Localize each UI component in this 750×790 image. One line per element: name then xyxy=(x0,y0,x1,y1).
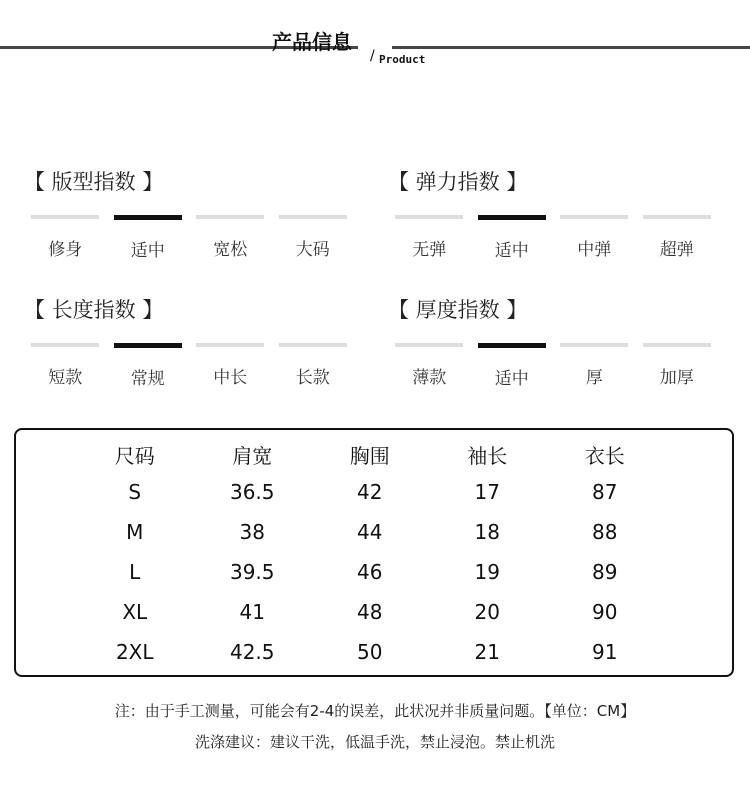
table-row xyxy=(16,560,664,584)
table-cell: 21 xyxy=(474,640,500,664)
indicator-bar xyxy=(31,215,99,219)
indicator-bar xyxy=(560,215,628,219)
table-row xyxy=(16,600,664,624)
index-group xyxy=(24,167,354,261)
table-cell: 48 xyxy=(357,600,383,624)
table-cell: XL xyxy=(122,600,148,624)
selected-indicator-bar xyxy=(478,215,546,220)
index-scale xyxy=(388,343,718,389)
table-cell: 46 xyxy=(357,560,383,584)
table-cell: L xyxy=(129,560,141,584)
index-group xyxy=(388,295,718,389)
index-option-label: 中长 xyxy=(213,368,248,388)
index-scale xyxy=(388,215,718,261)
index-option-label: 加厚 xyxy=(659,368,694,388)
index-title: 【 弹力指数 】 xyxy=(388,170,528,194)
size-table xyxy=(14,428,734,677)
index-option-label: 超弹 xyxy=(659,240,694,260)
indicator-bar xyxy=(196,343,264,347)
table-cell: 41 xyxy=(239,600,265,624)
table-cell: S xyxy=(128,480,142,504)
indicator-bar xyxy=(395,343,463,347)
title-slash: / xyxy=(370,48,375,64)
index-option xyxy=(107,343,190,389)
index-scale xyxy=(24,215,354,261)
index-option-label: 厚 xyxy=(585,368,603,388)
table-header-cell: 袖长 xyxy=(467,444,508,468)
index-option xyxy=(471,343,554,389)
table-row xyxy=(16,480,664,504)
table-cell: M xyxy=(126,520,144,544)
indicator-bar xyxy=(279,215,347,219)
index-option xyxy=(553,343,636,389)
table-cell: 39.5 xyxy=(229,560,275,584)
table-cell: 42 xyxy=(357,480,383,504)
index-option xyxy=(189,215,272,261)
index-option-label: 修身 xyxy=(48,240,83,260)
index-option xyxy=(189,343,272,389)
index-group xyxy=(24,295,354,389)
table-cell: 90 xyxy=(592,600,618,624)
index-scale xyxy=(24,343,354,389)
table-cell: 2XL xyxy=(115,640,154,664)
index-option-label: 薄款 xyxy=(412,368,447,388)
table-row xyxy=(16,640,664,664)
washing-note: 洗涤建议：建议干洗，低温手洗，禁止浸泡。禁止机洗 xyxy=(194,733,555,751)
index-option xyxy=(471,215,554,261)
section-title: 产品信息 xyxy=(272,30,352,54)
table-row xyxy=(16,520,664,544)
table-header-cell: 尺码 xyxy=(114,444,155,468)
indicator-bar xyxy=(196,215,264,219)
index-option-label: 适中 xyxy=(494,241,529,261)
index-option-label: 常规 xyxy=(130,369,165,389)
index-option-label: 中弹 xyxy=(577,240,612,260)
index-title: 【 厚度指数 】 xyxy=(388,298,528,322)
index-option xyxy=(107,215,190,261)
selected-indicator-bar xyxy=(478,343,546,348)
index-title: 【 长度指数 】 xyxy=(24,298,164,322)
index-option xyxy=(24,215,107,261)
indicator-bar xyxy=(395,215,463,219)
table-cell: 38 xyxy=(239,520,265,544)
indicator-bar xyxy=(560,343,628,347)
index-option-label: 短款 xyxy=(48,368,83,388)
index-option-label: 适中 xyxy=(494,369,529,389)
table-cell: 50 xyxy=(357,640,383,664)
index-option-label: 长款 xyxy=(295,368,330,388)
table-cell: 18 xyxy=(474,520,500,544)
table-cell: 42.5 xyxy=(229,640,275,664)
indicator-bar xyxy=(643,215,711,219)
table-cell: 44 xyxy=(357,520,383,544)
index-group xyxy=(388,167,718,261)
table-header-cell: 衣长 xyxy=(584,444,625,468)
selected-indicator-bar xyxy=(114,215,182,220)
index-option xyxy=(553,215,636,261)
table-cell: 89 xyxy=(592,560,618,584)
table-cell: 19 xyxy=(474,560,500,584)
table-cell: 17 xyxy=(474,480,500,504)
index-option-label: 宽松 xyxy=(213,240,248,260)
index-option-label: 大码 xyxy=(295,240,330,260)
index-option xyxy=(388,343,471,389)
table-cell: 20 xyxy=(474,600,500,624)
index-title: 【 版型指数 】 xyxy=(24,170,164,194)
table-header-cell: 胸围 xyxy=(349,444,390,468)
section-subtitle: Product xyxy=(379,53,426,66)
table-header-cell: 肩宽 xyxy=(232,444,273,468)
index-option xyxy=(272,343,355,389)
indicator-bar xyxy=(279,343,347,347)
table-cell: 87 xyxy=(592,480,618,504)
table-cell: 88 xyxy=(592,520,618,544)
index-option-label: 无弹 xyxy=(412,240,447,260)
index-option xyxy=(388,215,471,261)
index-option xyxy=(272,215,355,261)
measurement-note: 注：由于手工测量，可能会有2-4的误差，此状况并非质量问题。【单位：CM】 xyxy=(114,702,636,720)
indicator-bar xyxy=(643,343,711,347)
header-line-right xyxy=(392,46,750,49)
index-option-label: 适中 xyxy=(130,241,165,261)
table-cell: 91 xyxy=(592,640,618,664)
index-option xyxy=(636,215,719,261)
indicator-bar xyxy=(31,343,99,347)
index-option xyxy=(636,343,719,389)
index-option xyxy=(24,343,107,389)
selected-indicator-bar xyxy=(114,343,182,348)
table-header-row xyxy=(16,440,664,469)
table-cell: 36.5 xyxy=(229,480,275,504)
